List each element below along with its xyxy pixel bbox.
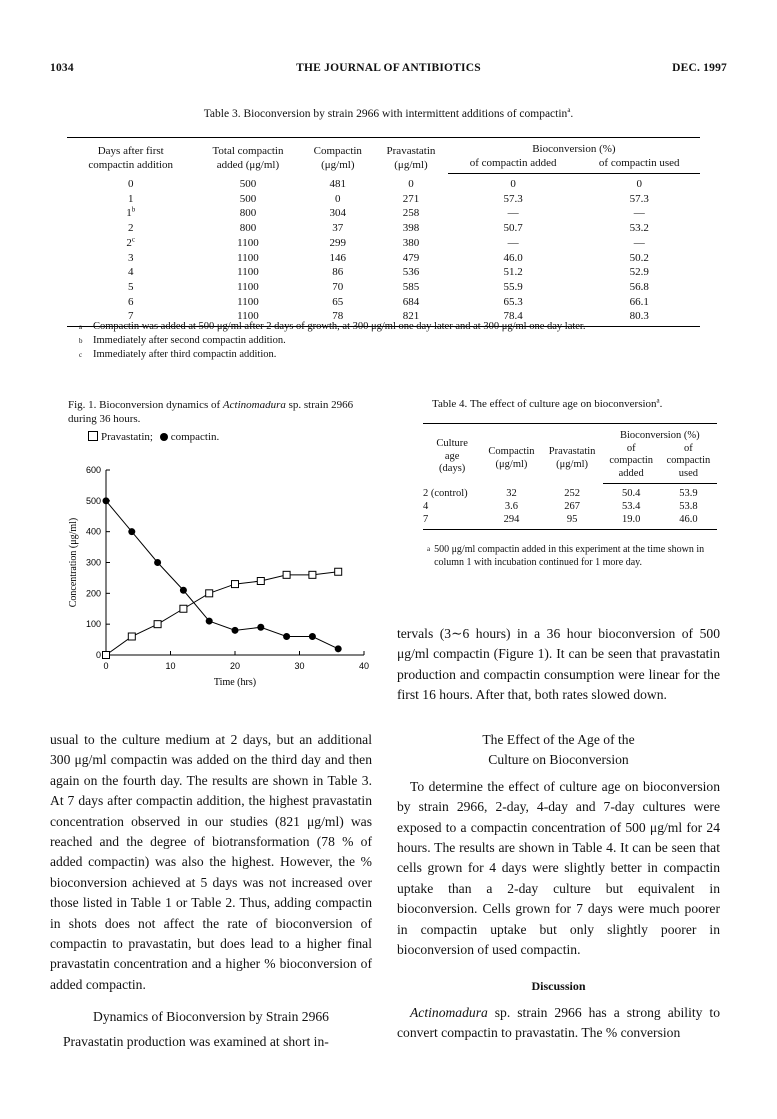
t4-cell-age: 4	[423, 501, 429, 512]
paragraph-culture-age: To determine the effect of culture age on bioconversion by strain 2966, 2-day, 4-day and 7-day cultures were exposed to a compactin concentration of 500 μg/ml for 24 hours. The results are shown in Table 4. It can be seen that cells grown for 4 days were slightly better in compactin uptake than a 2-day culture but equivalent in bioconversion. Cells grown for 7 days were much poorer in compactin uptake but only slightly poorer in bioconversion of used compactin.	[397, 778, 720, 958]
legend-compactin: compactin.	[170, 431, 220, 443]
issue-date: DEC. 1997	[672, 62, 727, 74]
y-axis-label: Concentration (μg/ml)	[68, 517, 79, 608]
t3-cell-added: 0	[510, 178, 516, 190]
y-tick-label: 100	[85, 619, 101, 630]
t3-cell-used: 50.2	[629, 251, 649, 264]
t3-cell-added: 46.0	[503, 251, 523, 264]
t3-cell-comp: 65	[332, 295, 344, 308]
table-row	[67, 295, 700, 310]
y-tick-label: 400	[85, 526, 101, 537]
table-row	[423, 500, 717, 513]
t3-cell-day: 1$^b$	[126, 205, 136, 220]
t3-cell-added: —	[507, 236, 519, 249]
t4-cell-added: 53.4	[622, 501, 641, 512]
pravastatin-point	[128, 633, 135, 640]
t3-cell-day: 0	[127, 177, 134, 190]
t4-cell-used: 53.9	[679, 488, 698, 499]
table4	[423, 423, 717, 530]
t3-cell-prava: 479	[402, 251, 420, 264]
t4-cell-used: 53.8	[679, 501, 698, 512]
compactin-point	[257, 624, 264, 631]
table-row	[67, 221, 700, 236]
y-tick-label: 500	[85, 495, 101, 506]
table-row	[423, 513, 717, 530]
t4-cell-comp: 32	[506, 487, 517, 499]
t3-cell-added: 50.7	[503, 222, 523, 235]
t3-cell-used: 80.3	[578, 309, 700, 326]
table4-caption: Table 4. The effect of culture age on bioconversion$^a$.	[432, 396, 663, 410]
y-tick-label: 300	[85, 557, 101, 568]
table3	[67, 137, 700, 327]
t3-cell-comp: 299	[329, 236, 347, 249]
t3-cell-comp: 481	[329, 177, 347, 190]
compactin-point	[180, 587, 187, 594]
t4-cell-prava: 95	[542, 513, 603, 530]
t4-cell-age: 2 (control)	[423, 487, 468, 499]
t3-cell-day: 5	[127, 280, 134, 293]
compactin-point	[206, 618, 213, 625]
heading-dynamics: Dynamics of Bioconversion by Strain 2966	[93, 1009, 329, 1025]
t4-header-bioconversion: Bioconversion (%)	[619, 430, 700, 441]
open-square-marker-icon	[88, 431, 98, 441]
t3-cell-added: 65.3	[503, 295, 523, 308]
t3-header-bioconversion: Bioconversion (%)	[532, 143, 616, 155]
figure1-chart	[56, 455, 376, 695]
t3-header-total: Total compactin added (μg/ml)	[212, 144, 284, 171]
pravastatin-point	[283, 571, 290, 578]
t3-cell-comp: 78	[301, 309, 374, 326]
t3-cell-total: 1100	[237, 266, 259, 279]
x-tick-label: 0	[103, 661, 109, 671]
pravastatin-point	[206, 590, 213, 597]
heading-culture-age: The Effect of the Age of the Culture on Bioconversion	[482, 732, 635, 768]
t3-header-compactin: Compactin (μg/ml)	[313, 144, 362, 171]
t3-cell-used: 53.2	[629, 222, 649, 235]
legend-pravastatin: Pravastatin;	[101, 431, 156, 443]
t3-cell-comp: 86	[332, 266, 344, 279]
journal-title: THE JOURNAL OF ANTIBIOTICS	[296, 62, 481, 74]
compactin-point	[128, 528, 135, 535]
pravastatin-point	[232, 581, 239, 588]
t3-cell-comp: 304	[329, 207, 347, 220]
right-column-bottom	[397, 730, 720, 1044]
t3-cell-total: 800	[239, 207, 257, 220]
x-tick-label: 40	[358, 661, 370, 671]
y-tick-label: 600	[85, 465, 101, 475]
t3-cell-total: 1100	[237, 236, 259, 249]
t3-cell-added: 78.4	[448, 309, 579, 326]
t3-cell-prava: 258	[402, 207, 420, 220]
pravastatin-point	[257, 578, 264, 585]
t3-cell-added: 57.3	[503, 192, 523, 205]
pravastatin-point	[103, 652, 110, 659]
t3-cell-prava: 0	[408, 177, 414, 190]
t3-header-bio-added: of compactin added	[448, 156, 579, 174]
footnote: b Immediately after second compactin addition.	[79, 335, 286, 346]
t3-cell-total: 800	[239, 222, 257, 235]
pravastatin-point	[180, 605, 187, 612]
t4-header-age: Culture age (days)	[436, 438, 468, 474]
heading-discussion: Discussion	[531, 979, 586, 994]
figure1-caption: Fig. 1. Bioconversion dynamics of Actinomadura sp. strain 2966 during 36 hours.	[68, 399, 354, 425]
t3-cell-total: 1100	[237, 280, 259, 293]
compactin-point	[283, 633, 290, 640]
compactin-point	[154, 559, 161, 566]
compactin-point	[335, 645, 342, 652]
table-row	[67, 174, 700, 192]
t4-header-pravastatin: Pravastatin (μg/ml)	[548, 446, 596, 470]
table-row	[67, 206, 700, 221]
t3-cell-day: 7	[67, 309, 194, 326]
t3-cell-prava: 536	[402, 266, 420, 279]
t3-cell-comp: 0	[335, 192, 341, 205]
compactin-point	[309, 633, 316, 640]
t3-cell-used: 0	[636, 178, 642, 190]
t3-cell-total: 1100	[237, 295, 259, 308]
t3-cell-prava: 684	[402, 295, 420, 308]
t3-cell-day: 4	[127, 266, 134, 279]
t3-cell-prava: 821	[374, 309, 448, 326]
t3-header-pravastatin: Pravastatin (μg/ml)	[386, 144, 436, 171]
t3-cell-used: 57.3	[629, 192, 649, 205]
t3-cell-total: 500	[239, 177, 257, 190]
t3-cell-day: 3	[127, 251, 134, 264]
table-row	[67, 192, 700, 207]
t3-cell-total: 500	[239, 192, 257, 205]
t3-cell-day: 1	[127, 192, 134, 205]
t4-header-bio-added: of compactin added	[603, 443, 660, 484]
t3-cell-prava: 585	[402, 280, 420, 293]
t4-cell-comp: 3.6	[504, 501, 519, 512]
pravastatin-series-line	[106, 572, 338, 655]
paragraph-intervals: tervals (3∼6 hours) in a 36 hour bioconversion of 500 μg/ml compactin (Figure 1). It can be seen that pravastatin production and compactin consumption were linear for the first 16 hours. After that, both rates slowed down.	[397, 626, 720, 703]
t3-cell-comp: 146	[329, 251, 347, 264]
right-column-top	[397, 624, 720, 706]
footnote: c Immediately after third compactin addition.	[79, 349, 277, 360]
paragraph-dynamics: Pravastatin production was examined at short in-	[63, 1033, 329, 1049]
t3-cell-prava: 380	[402, 236, 420, 249]
t3-cell-used: 56.8	[629, 280, 649, 293]
t4-header-bio-used: of compactin used	[660, 443, 717, 484]
pravastatin-point	[154, 621, 161, 628]
table4-body	[423, 484, 717, 530]
t3-cell-added: 51.2	[503, 266, 523, 279]
t4-cell-added: 19.0	[603, 513, 660, 530]
t4-cell-prava: 267	[564, 501, 580, 512]
compactin-point	[232, 627, 239, 634]
t3-cell-day: 2$^c$	[126, 235, 136, 249]
t4-cell-age: 7	[423, 513, 481, 530]
left-column	[50, 730, 372, 1052]
table3-caption: Table 3. Bioconversion by strain 2966 with intermittent additions of compactin$^a$.	[203, 106, 574, 120]
table3-footnotes	[79, 320, 585, 362]
t4-cell-added: 50.4	[622, 488, 641, 499]
paragraph-discussion: Actinomadura sp. strain 2966 has a strong ability to convert compactin to pravastatin. The % conversion	[397, 1004, 720, 1041]
table-row	[67, 236, 700, 251]
t3-cell-prava: 271	[402, 192, 420, 205]
x-tick-label: 10	[165, 661, 176, 671]
t3-header-days: Days after first compactin addition	[88, 144, 174, 171]
filled-circle-marker-icon	[160, 433, 168, 441]
figure1-legend	[88, 431, 219, 443]
t3-header-bio-used: of compactin used	[578, 156, 700, 174]
t4-header-compactin: Compactin (μg/ml)	[488, 446, 535, 470]
t3-cell-used: 66.1	[629, 295, 649, 308]
footnote: a Compactin was added at 500 μg/ml after 2 days of growth, at 300 μg/ml one day later and at 300 μg/ml one day later.	[79, 321, 586, 332]
page-number: 1034	[50, 62, 74, 74]
paragraph-table3-results: usual to the culture medium at 2 days, but an additional 300 μg/ml compactin was added on the third day and then again on the fourth day. The results are shown in Table 3. At 7 days after compactin addition, the highest pravastatin concentration observed in our studies (821 μg/ml) was reached and the degree of biotransformation (78 % of added compactin) was also the highest. However, the % bioconversion achieved at 5 days was not increased over those listed in Table 1 or Table 2. Thus, adding compactin in shots does not affect the rate of bioconversion of compactin to pravastatin, but does lead to a higher final pravastatin concentration and a higher % bioconversion of added compactin.	[50, 732, 372, 992]
x-tick-label: 30	[294, 661, 305, 671]
table-row	[67, 280, 700, 295]
pravastatin-point	[309, 571, 316, 578]
pravastatin-point	[335, 568, 342, 575]
t3-cell-used: —	[633, 207, 645, 220]
t3-cell-day: 6	[127, 295, 134, 308]
y-tick-label: 0	[95, 650, 101, 660]
t3-cell-comp: 37	[332, 222, 344, 235]
table3-body	[67, 174, 700, 327]
y-tick-label: 200	[85, 588, 101, 599]
t3-cell-total: 1100	[237, 251, 259, 264]
t4-cell-prava: 252	[564, 487, 580, 499]
t3-cell-added: —	[507, 207, 519, 220]
x-axis-label: Time (hrs)	[213, 677, 257, 688]
table-row	[423, 484, 717, 501]
table-row	[67, 265, 700, 280]
table4-footnote: a 500 μg/ml compactin added in this experiment at the time shown in column 1 with incubation continued for 1 more day.	[427, 544, 705, 568]
t3-cell-total: 1100	[194, 309, 301, 326]
compactin-point	[103, 497, 110, 504]
t3-cell-prava: 398	[402, 222, 420, 235]
x-tick-label: 20	[229, 661, 241, 671]
t3-cell-day: 2	[127, 222, 134, 235]
table-row	[67, 251, 700, 266]
t4-cell-used: 46.0	[660, 513, 717, 530]
t3-cell-used: —	[633, 236, 645, 249]
t4-cell-comp: 294	[481, 513, 541, 530]
t3-cell-added: 55.9	[503, 280, 523, 293]
t3-cell-used: 52.9	[629, 266, 649, 279]
t3-cell-comp: 70	[332, 280, 344, 293]
